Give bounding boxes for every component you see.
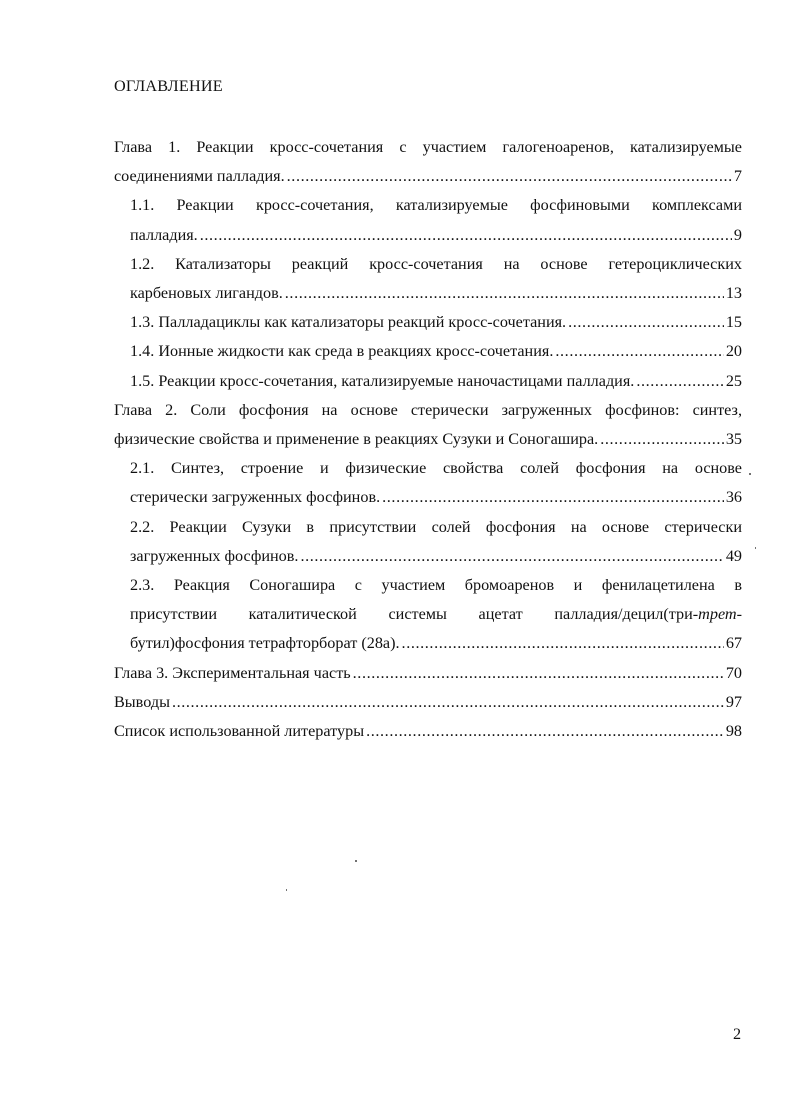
toc-entry-title: 2.1. Синтез, строение и физические свойства солей фосфония на основе: [130, 459, 742, 478]
toc-entry-title: 1.1. Реакции кросс-сочетания, катализируемые фосфиновыми комплексами: [130, 196, 742, 215]
toc-entry-title: Глава 1. Реакции кросс-сочетания с участием галогеноаренов, катализируемые: [114, 138, 742, 156]
toc-entry-section-1-4[interactable]: [114, 337, 742, 366]
toc-entry-title-cont: палладия.: [130, 225, 198, 244]
toc-page-number: 13: [725, 284, 742, 303]
toc-entry-title: Список использованной литературы: [114, 722, 365, 741]
page-number: 2: [733, 1025, 742, 1043]
toc-entry-title: 2.3. Реакция Соногашира с участием бромоаренов и фенилацетилена в: [130, 576, 742, 595]
toc-page-number: 7: [733, 167, 742, 186]
toc-page-number: 20: [725, 342, 742, 361]
toc-page-number: 9: [733, 225, 742, 244]
toc-entry-title: Глава 3. Экспериментальная часть: [114, 663, 351, 682]
toc-entry-chapter-1[interactable]: [114, 133, 742, 191]
toc-entry-section-1-2[interactable]: [114, 250, 742, 308]
dot-leader: [285, 279, 724, 308]
scan-speck: [755, 547, 756, 549]
toc-entry-section-1-3[interactable]: [114, 308, 742, 337]
toc-page-number: 97: [725, 692, 742, 711]
dot-leader: [402, 629, 724, 658]
toc-entry-title: 1.3. Палладациклы как катализаторы реакций кросс-сочетания.: [130, 313, 567, 332]
page-title: ОГЛАВЛЕНИЕ: [114, 77, 223, 95]
table-of-contents: [114, 133, 742, 746]
toc-entry-references[interactable]: [114, 717, 742, 746]
scan-speck: [286, 889, 287, 891]
toc-entry-title: Выводы: [114, 692, 170, 711]
dot-leader: [600, 425, 724, 454]
scan-speck: [355, 860, 357, 862]
toc-page-number: 70: [725, 663, 742, 682]
toc-page-number: 25: [725, 371, 742, 390]
dot-leader: [300, 542, 723, 571]
dot-leader: [568, 308, 724, 337]
toc-entry-title: 2.2. Реакции Сузуки в присутствии солей фосфония на основе стерически: [130, 517, 742, 536]
toc-page-number: 36: [725, 488, 742, 507]
toc-entry-chapter-2[interactable]: [114, 396, 742, 454]
toc-entry-title: 1.2. Катализаторы реакций кросс-сочетания на основе гетероциклических: [130, 254, 742, 273]
toc-entry-section-2-1[interactable]: [114, 454, 742, 512]
toc-page-number: 49: [725, 546, 742, 565]
toc-entry-title-cont: присутствии каталитической системы ацетат палладия/децил(три-трет-: [130, 605, 742, 624]
toc-page-number: 98: [725, 722, 742, 741]
toc-entry-chapter-3[interactable]: [114, 659, 742, 688]
toc-entry-title-cont: бутил)фосфония тетрафторборат (28а).: [130, 634, 400, 653]
dot-leader: [382, 483, 724, 512]
toc-entry-title-cont: физические свойства и применение в реакциях Сузуки и Соногашира.: [114, 430, 599, 449]
toc-entry-section-1-5[interactable]: [114, 367, 742, 396]
dot-leader: [636, 367, 723, 396]
toc-entry-section-2-2[interactable]: [114, 513, 742, 571]
toc-entry-title: Глава 2. Соли фосфония на основе стерически загруженных фосфинов: синтез,: [114, 400, 742, 419]
toc-page-number: 15: [725, 313, 742, 332]
dot-leader: [555, 337, 723, 366]
toc-entry-title-cont: стерически загруженных фосфинов.: [130, 488, 381, 507]
dot-leader: [366, 717, 724, 746]
toc-page-number: 35: [725, 430, 742, 449]
toc-entry-title: 1.5. Реакции кросс-сочетания, катализируемые наночастицами палладия.: [130, 371, 635, 390]
toc-page-number: 67: [725, 634, 742, 653]
dot-leader: [200, 221, 732, 250]
toc-entry-section-2-3[interactable]: [114, 571, 742, 659]
scan-speck: [749, 473, 751, 475]
toc-entry-title: 1.4. Ионные жидкости как среда в реакциях кросс-сочетания.: [130, 342, 554, 361]
toc-entry-section-1-1[interactable]: [114, 191, 742, 249]
toc-entry-conclusions[interactable]: [114, 688, 742, 717]
toc-entry-title-cont: загруженных фосфинов.: [130, 546, 299, 565]
dot-leader: [172, 688, 724, 717]
toc-entry-title-cont: соединениями палладия.: [114, 167, 285, 186]
dot-leader: [353, 659, 724, 688]
dot-leader: [287, 162, 732, 191]
toc-entry-title-cont: карбеновых лигандов.: [130, 284, 283, 303]
